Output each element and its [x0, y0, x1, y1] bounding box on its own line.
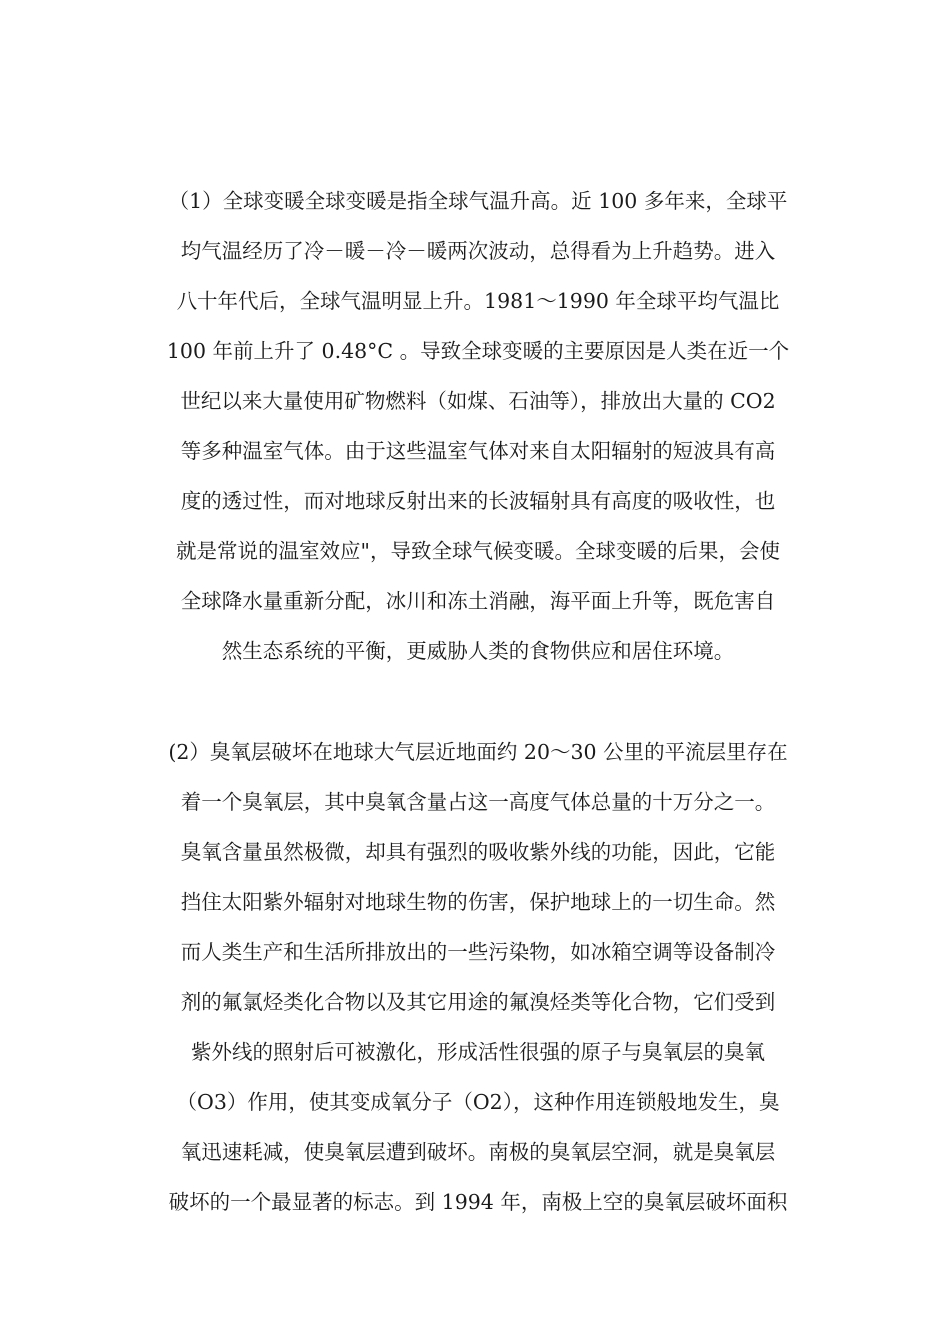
text-line: 100 年前上升了 0.48°C 。导致全球变暖的主要原因是人类在近一个 [166, 339, 790, 363]
text-line: 然生态系统的平衡，更威胁人类的食物供应和居住环境。 [221, 639, 735, 663]
text-line: （O3）作用，使其变成氧分子（O2），这种作用连锁般地发生，臭 [176, 1090, 780, 1114]
text-line: 紫外线的照射后可被激化，形成活性很强的原子与臭氧层的臭氧 [191, 1040, 765, 1064]
text-line: 挡住太阳紫外辐射对地球生物的伤害，保护地球上的一切生命。然 [180, 890, 776, 914]
text-line: (2）臭氧层破坏在地球大气层近地面约 20～30 公里的平流层里存在 [168, 740, 788, 764]
text-line: 度的透过性，而对地球反射出来的长波辐射具有高度的吸收性，也 [180, 489, 776, 513]
text-line: 世纪以来大量使用矿物燃料（如煤、石油等），排放出大量的 CO2 [180, 389, 776, 413]
text-line: （1）全球变暖全球变暖是指全球气温升高。近 100 多年来，全球平 [168, 189, 788, 213]
text-line: 八十年代后，全球气温明显上升。1981～1990 年全球平均气温比 [176, 289, 780, 313]
text-line: 就是常说的温室效应"，导致全球气候变暖。全球变暖的后果，会使 [176, 539, 780, 563]
paragraph-ozone-depletion [148, 727, 808, 1227]
text-line: 剂的氟氯烃类化合物以及其它用途的氟溴烃类等化合物，它们受到 [180, 990, 776, 1014]
text-line: 破坏的一个最显著的标志。到 1994 年，南极上空的臭氧层破坏面积 [168, 1190, 788, 1214]
text-line: 等多种温室气体。由于这些温室气体对来自太阳辐射的短波具有高 [180, 439, 776, 463]
text-line: 着一个臭氧层，其中臭氧含量占这一高度气体总量的十万分之一。 [180, 790, 776, 814]
text-line: 全球降水量重新分配，冰川和冻土消融，海平面上升等，既危害自 [180, 589, 776, 613]
text-line: 氧迅速耗减，使臭氧层遭到破坏。南极的臭氧层空洞，就是臭氧层 [180, 1140, 776, 1164]
text-line: 臭氧含量虽然极微，却具有强烈的吸收紫外线的功能，因此，它能 [180, 840, 776, 864]
paragraph-global-warming [148, 176, 808, 676]
text-line: 均气温经历了冷－暖－冷－暖两次波动，总得看为上升趋势。进入 [180, 239, 776, 263]
text-line: 而人类生产和生活所排放出的一些污染物，如冰箱空调等设备制冷 [180, 940, 776, 964]
